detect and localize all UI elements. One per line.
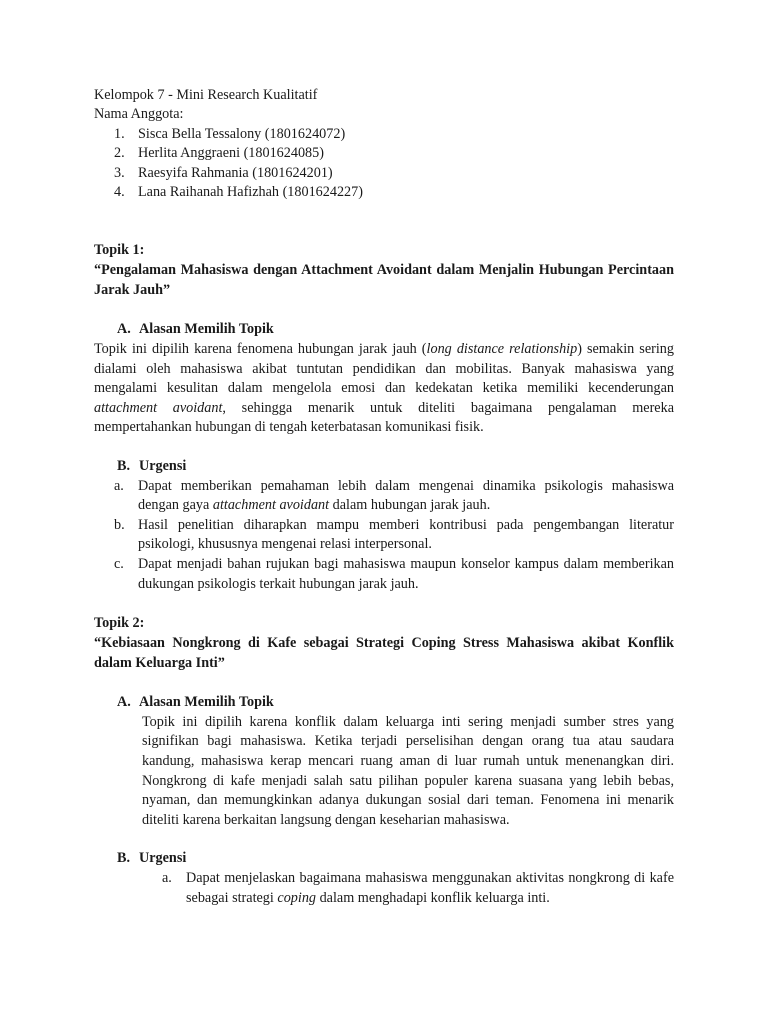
- list-item: [94, 125, 674, 144]
- topic1-section-a-heading: [94, 320, 674, 340]
- topic1-urgency-list: [94, 477, 674, 595]
- paragraph-emphasis: long distance relationship: [426, 341, 578, 358]
- list-item: [94, 164, 674, 183]
- list-marker: c.: [114, 555, 124, 572]
- list-item: [94, 183, 674, 202]
- member-name: Raesyifa Rahmania (1801624201): [138, 164, 333, 181]
- list-item: [94, 477, 674, 516]
- paragraph-text: ) semakin sering dialami oleh mahasiswa akibat tuntutan pendidikan dan mobilitas. Banyak mahasiswa yang mengalami kesulitan dalam mengelola emosi dan kedekatan ketika memiliki kecenderungan: [94, 341, 674, 397]
- member-name: Sisca Bella Tessalony (1801624072): [138, 125, 346, 142]
- list-item: [94, 516, 674, 555]
- item-text: Dapat menjelaskan bagaimana mahasiswa menggunakan aktivitas nongkrong di kafe sebagai strategi: [186, 869, 674, 906]
- list-number: 4.: [114, 184, 125, 201]
- topic2-reason-paragraph: Topik ini dipilih karena konflik dalam keluarga inti sering menjadi sumber stres yang signifikan bagi mahasiswa. Ketika terjadi perselisihan dengan orang tua atau saudara kandung, mahasiswa kerap mencari ruang aman di luar rumah untuk menenangkan diri. Nongkrong di kafe menjadi salah satu pilihan populer karena suasana yang lebih bebas, nyaman, dan memungkinkan adanya dukungan sosial dari teman. Fenomena ini menarik diteliti karena berkaitan langsung dengan keseharian mahasiswa.: [142, 713, 674, 828]
- list-item: [94, 869, 674, 908]
- section-letter: B.: [117, 850, 131, 867]
- item-text: Dapat menjadi bahan rujukan bagi mahasiswa maupun konselor kampus dalam memberikan dukungan psikologis terkait hubungan jarak jauh.: [138, 555, 674, 592]
- paragraph-emphasis: attachment avoidant: [94, 399, 223, 416]
- topic2-urgency-list: [94, 869, 674, 908]
- item-text: Hasil penelitian diharapkan mampu memberi kontribusi pada pengembangan literatur psikologi, khususnya mengenai relasi interpersonal.: [138, 516, 674, 553]
- member-name: Lana Raihanah Hafizhah (1801624227): [138, 184, 363, 201]
- topic2-title: “Kebiasaan Nongkrong di Kafe sebagai Strategi Coping Stress Mahasiswa akibat Konflik dalam Keluarga Inti”: [94, 635, 674, 672]
- item-emphasis: attachment avoidant: [212, 497, 330, 514]
- topic1-reason-paragraph: [94, 340, 674, 438]
- paragraph-text: Topik ini dipilih karena fenomena hubungan jarak jauh (: [94, 341, 427, 358]
- list-marker: b.: [114, 516, 125, 533]
- list-marker: a.: [114, 477, 124, 494]
- section-title: Alasan Memilih Topik: [139, 694, 274, 711]
- topic1-section-b-heading: [94, 457, 674, 477]
- item-text: dalam hubungan jarak jauh.: [329, 497, 491, 514]
- list-item: [94, 144, 674, 163]
- paragraph-text: , sehingga menarik untuk diteliti bagaimana pengalaman mereka mempertahankan hubungan di tengah keterbatasan komunikasi fisik.: [94, 399, 674, 436]
- section-title: Alasan Memilih Topik: [139, 321, 274, 338]
- document-page: [94, 86, 674, 908]
- item-text: dalam menghadapi konflik keluarga inti.: [316, 889, 550, 906]
- members-label: Nama Anggota:: [94, 106, 184, 123]
- list-number: 3.: [114, 164, 125, 181]
- list-number: 1.: [114, 125, 125, 142]
- item-emphasis: coping: [277, 889, 317, 906]
- list-number: 2.: [114, 145, 125, 162]
- item-text: Dapat memberikan pemahaman lebih dalam mengenai dinamika psikologis mahasiswa dengan gaya: [138, 477, 674, 514]
- topic2-label: Topik 2:: [94, 615, 145, 632]
- topic1-title: “Pengalaman Mahasiswa dengan Attachment Avoidant dalam Menjalin Hubungan Percintaan Jarak Jauh”: [94, 262, 674, 299]
- section-letter: B.: [117, 458, 131, 474]
- section-letter: A.: [117, 694, 131, 711]
- section-title: Urgensi: [139, 850, 187, 867]
- topic2-section-a-heading: [94, 693, 674, 713]
- list-marker: a.: [162, 869, 172, 886]
- list-item: [94, 555, 674, 594]
- section-letter: A.: [117, 321, 131, 338]
- member-list: [94, 125, 674, 203]
- topic2-section-b-heading: [94, 849, 674, 869]
- document-title: Kelompok 7 - Mini Research Kualitatif: [94, 87, 318, 103]
- section-title: Urgensi: [139, 458, 187, 474]
- topic1-label: Topik 1:: [94, 242, 145, 259]
- member-name: Herlita Anggraeni (1801624085): [138, 145, 324, 162]
